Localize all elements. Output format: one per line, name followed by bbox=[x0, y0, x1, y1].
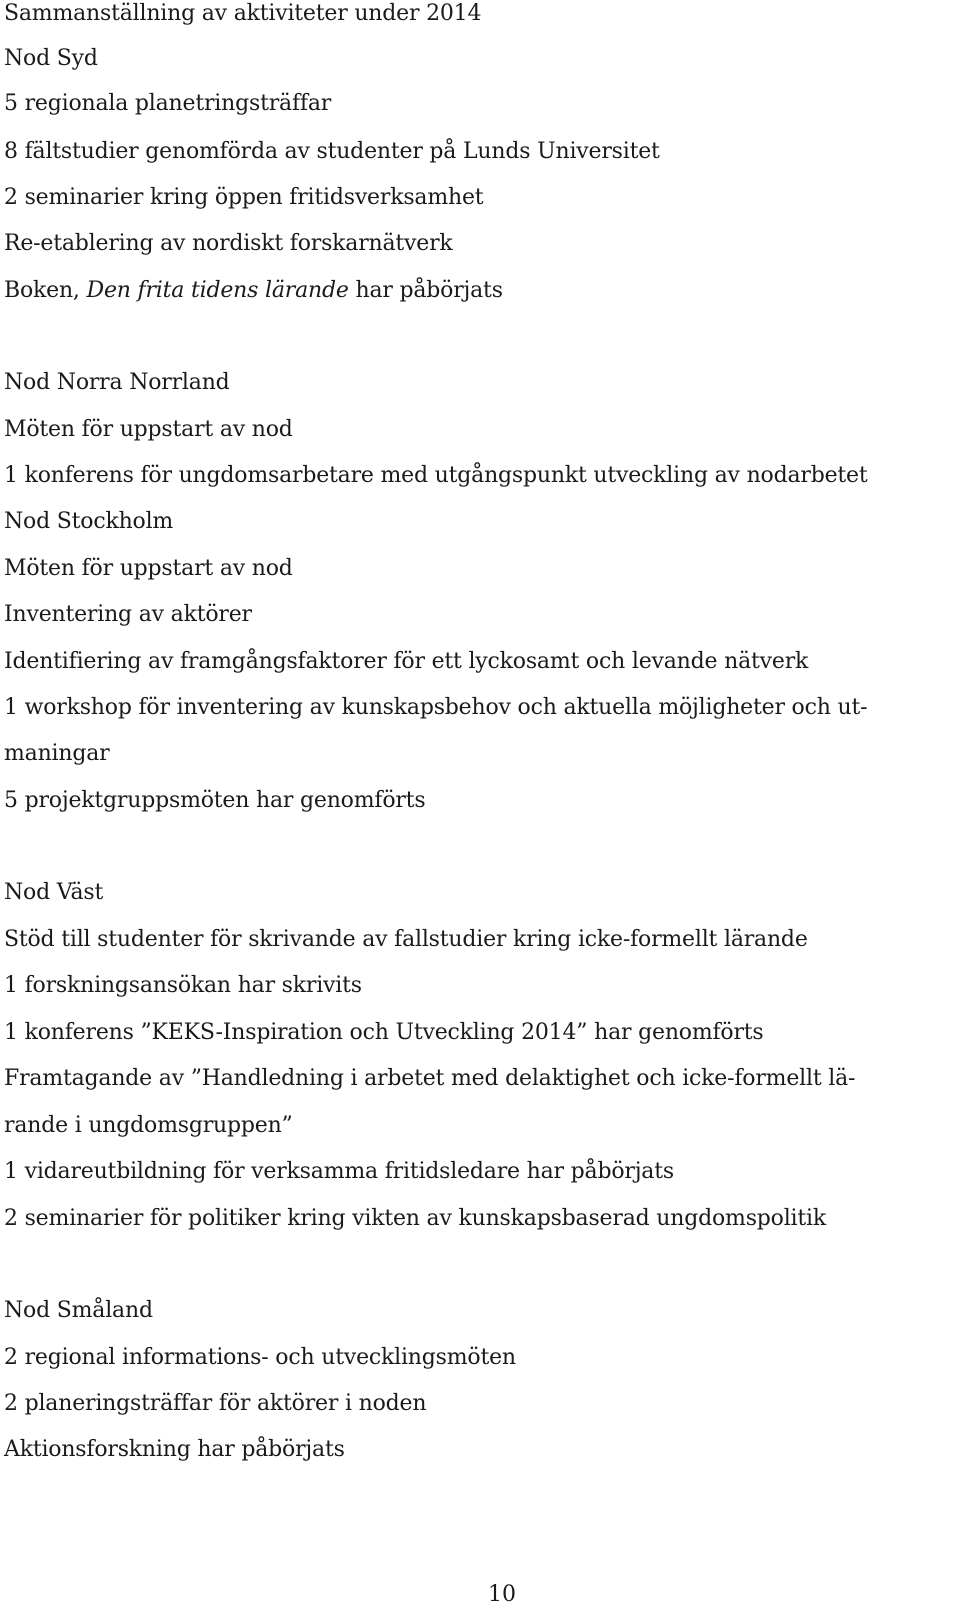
list-item: Identifiering av framgångsfaktorer för ett lyckosamt och levande nätverk bbox=[4, 649, 809, 674]
list-item: Möten för uppstart av nod bbox=[4, 556, 293, 581]
list-item: 1 konferens för ungdomsarbetare med utgångspunkt utveckling av nodarbetet bbox=[4, 463, 868, 488]
book-line-before: Boken, bbox=[4, 278, 87, 303]
list-item: 2 regional informations- och utvecklingsmöten bbox=[4, 1345, 516, 1370]
list-item: 1 forskningsansökan har skrivits bbox=[4, 973, 362, 998]
list-item: Re-etablering av nordiskt forskarnätverk bbox=[4, 231, 453, 256]
list-item-book bbox=[4, 277, 503, 305]
book-title: Den frita tidens lärande bbox=[86, 278, 349, 303]
list-item: 1 vidareutbildning för verksamma fritidsledare har påbörjats bbox=[4, 1159, 674, 1184]
list-item: 2 seminarier för politiker kring vikten av kunskapsbaserad ungdomspolitik bbox=[4, 1206, 826, 1231]
book-line-after: har påbörjats bbox=[348, 278, 503, 303]
section-heading-nod-syd: Nod Syd bbox=[4, 46, 98, 71]
list-item: 8 fältstudier genomförda av studenter på Lunds Universitet bbox=[4, 139, 660, 164]
list-item: 1 konferens ”KEKS-Inspiration och Utveckling 2014” har genomförts bbox=[4, 1020, 764, 1045]
list-item: 5 regionala planetringsträffar bbox=[4, 91, 332, 116]
page-number: 10 bbox=[488, 1582, 516, 1607]
list-item: rande i ungdomsgruppen” bbox=[4, 1113, 293, 1138]
list-item: 2 seminarier kring öppen fritidsverksamhet bbox=[4, 185, 484, 210]
list-item: Framtagande av ”Handledning i arbetet med delaktighet och icke-formellt lä- bbox=[4, 1066, 856, 1091]
list-item: Inventering av aktörer bbox=[4, 602, 252, 627]
list-item: 5 projektgruppsmöten har genomförts bbox=[4, 788, 426, 813]
section-heading-nod-smaland: Nod Småland bbox=[4, 1298, 153, 1323]
section-heading-nod-stockholm: Nod Stockholm bbox=[4, 509, 174, 534]
list-item: Stöd till studenter för skrivande av fallstudier kring icke-formellt lärande bbox=[4, 927, 808, 952]
document-title: Sammanställning av aktiviteter under 2014 bbox=[4, 1, 482, 26]
section-heading-nod-vast: Nod Väst bbox=[4, 880, 104, 905]
section-heading-nod-norra-norrland: Nod Norra Norrland bbox=[4, 370, 230, 395]
list-item: Aktionsforskning har påbörjats bbox=[4, 1437, 345, 1462]
list-item: 2 planeringsträffar för aktörer i noden bbox=[4, 1391, 427, 1416]
list-item: maningar bbox=[4, 741, 110, 766]
list-item: Möten för uppstart av nod bbox=[4, 417, 293, 442]
list-item: 1 workshop för inventering av kunskapsbehov och aktuella möjligheter och ut- bbox=[4, 695, 868, 720]
